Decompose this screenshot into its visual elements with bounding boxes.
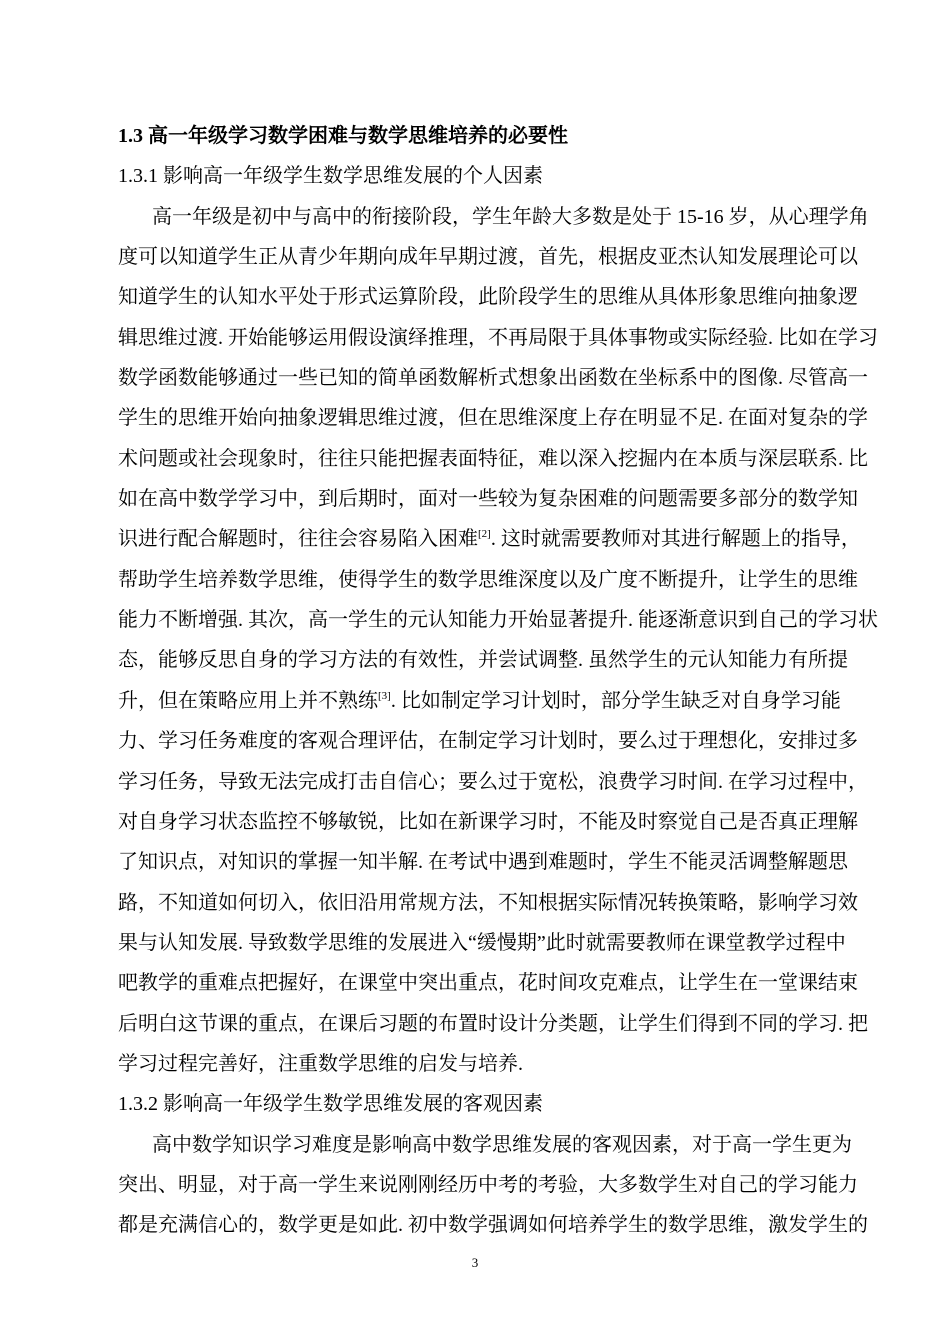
text-line <box>118 439 868 479</box>
text-run: 知道学生的认知水平处于形式运算阶段，此阶段学生的思维从具体形象思维向抽象逻 <box>118 286 858 309</box>
text-line <box>118 1004 868 1044</box>
citation-reference: [3] <box>378 689 391 702</box>
text-run: . 这时就需要教师对其进行解题上的指导， <box>490 528 861 551</box>
text-line <box>118 681 841 721</box>
text-line <box>118 963 858 1003</box>
subsection-heading: 1.3.1 影响高一年级学生数学思维发展的个人因素 <box>118 165 543 188</box>
text-run: 辑思维过渡. 开始能够运用假设演绎推理，不再局限于具体事物或实际经验. 比如在学习 <box>118 326 878 349</box>
text-line <box>118 479 858 519</box>
document-page <box>118 116 878 1246</box>
subsection-heading: 1.3.2 影响高一年级学生数学思维发展的客观因素 <box>118 1093 543 1116</box>
text-line <box>118 277 858 317</box>
text-line <box>118 1044 836 1084</box>
paragraph <box>118 1125 868 1246</box>
citation-reference: [2] <box>478 528 491 541</box>
section-heading: 1.3 高一年级学习数学困难与数学思维培养的必要性 <box>118 125 568 147</box>
page-number: 3 <box>471 1255 479 1270</box>
text-run: 力、学习任务难度的客观合理评估，在制定学习计划时，要么过于理想化，安排过多 <box>118 730 858 753</box>
text-run: 态，能够反思自身的学习方法的有效性，并尝试调整. 虽然学生的元认知能力有所提 <box>118 649 848 672</box>
text-run: 高中数学知识学习难度是影响高中数学思维发展的客观因素，对于高一学生更为 <box>152 1133 852 1156</box>
text-run: 高一年级是初中与高中的衔接阶段，学生年龄大多数是处于 15-16 岁，从心理学角 <box>152 205 869 228</box>
text-run: 学生的思维开始向抽象逻辑思维过渡，但在思维深度上存在明显不足. 在面对复杂的学 <box>118 407 868 430</box>
text-line <box>118 762 868 802</box>
text-line <box>118 802 858 842</box>
text-run: 学习过程完善好，注重数学思维的启发与培养. <box>118 1052 523 1075</box>
text-line <box>118 519 861 559</box>
text-run: 帮助学生培养数学思维，使得学生的数学思维深度以及广度不断提升，让学生的思维 <box>118 568 858 591</box>
text-run: 后明白这节课的重点，在课后习题的布置时设计分类题，让学生们得到不同的学习. 把 <box>118 1012 868 1035</box>
text-line <box>118 358 868 398</box>
text-line <box>118 237 858 277</box>
text-run: 了知识点，对知识的掌握一知半解. 在考试中遇到难题时，学生不能灵活调整解题思 <box>118 851 848 874</box>
text-run: 对自身学习状态监控不够敏锐，比如在新课学习时，不能及时察觉自己是否真正理解 <box>118 810 858 833</box>
text-run: 路，不知道如何切入，依旧沿用常规方法，不知根据实际情况转换策略，影响学习效 <box>118 891 858 914</box>
text-run: 术问题或社会现象时，往往只能把握表面特征，难以深入挖掘内在本质与深层联系. 比 <box>118 447 868 470</box>
text-run: 升，但在策略应用上并不熟练 <box>118 689 378 712</box>
text-line <box>118 1205 868 1245</box>
text-run: 数学函数能够通过一些已知的简单函数解析式想象出函数在坐标系中的图像. 尽管高一 <box>118 367 868 390</box>
text-run: 能力不断增强. 其次，高一学生的元认知能力开始显著提升. 能逐渐意识到自己的学习状 <box>118 609 878 632</box>
paragraph <box>118 197 878 1085</box>
text-line <box>118 318 878 358</box>
text-line <box>118 197 869 237</box>
text-run: 都是充满信心的，数学更是如此. 初中数学强调如何培养学生的数学思维，激发学生的 <box>118 1214 868 1237</box>
text-line <box>118 883 858 923</box>
text-line <box>118 398 868 438</box>
text-run: 果与认知发展. 导致数学思维的发展进入“缓慢期”此时就需要教师在课堂教学过程中 <box>118 931 846 954</box>
text-line <box>118 1125 852 1165</box>
text-run: . 比如制定学习计划时，部分学生缺乏对自身学习能 <box>390 689 841 712</box>
text-run: 突出、明显，对于高一学生来说刚刚经历中考的考验，大多数学生对自己的学习能力 <box>118 1173 858 1196</box>
text-line <box>118 1165 858 1205</box>
text-line <box>118 842 848 882</box>
text-run: 吧教学的重难点把握好，在课堂中突出重点，花时间攻克难点，让学生在一堂课结束 <box>118 972 858 995</box>
text-line <box>118 923 846 963</box>
text-line <box>118 600 878 640</box>
text-run: 识进行配合解题时，往往会容易陷入困难 <box>118 528 478 551</box>
text-line <box>118 721 858 761</box>
text-run: 学习任务，导致无法完成打击自信心；要么过于宽松，浪费学习时间. 在学习过程中， <box>118 770 868 793</box>
text-line <box>118 560 858 600</box>
text-line <box>118 640 848 680</box>
text-run: 度可以知道学生正从青少年期向成年早期过渡，首先，根据皮亚杰认知发展理论可以 <box>118 246 858 269</box>
text-run: 如在高中数学学习中，到后期时，面对一些较为复杂困难的问题需要多部分的数学知 <box>118 488 858 511</box>
